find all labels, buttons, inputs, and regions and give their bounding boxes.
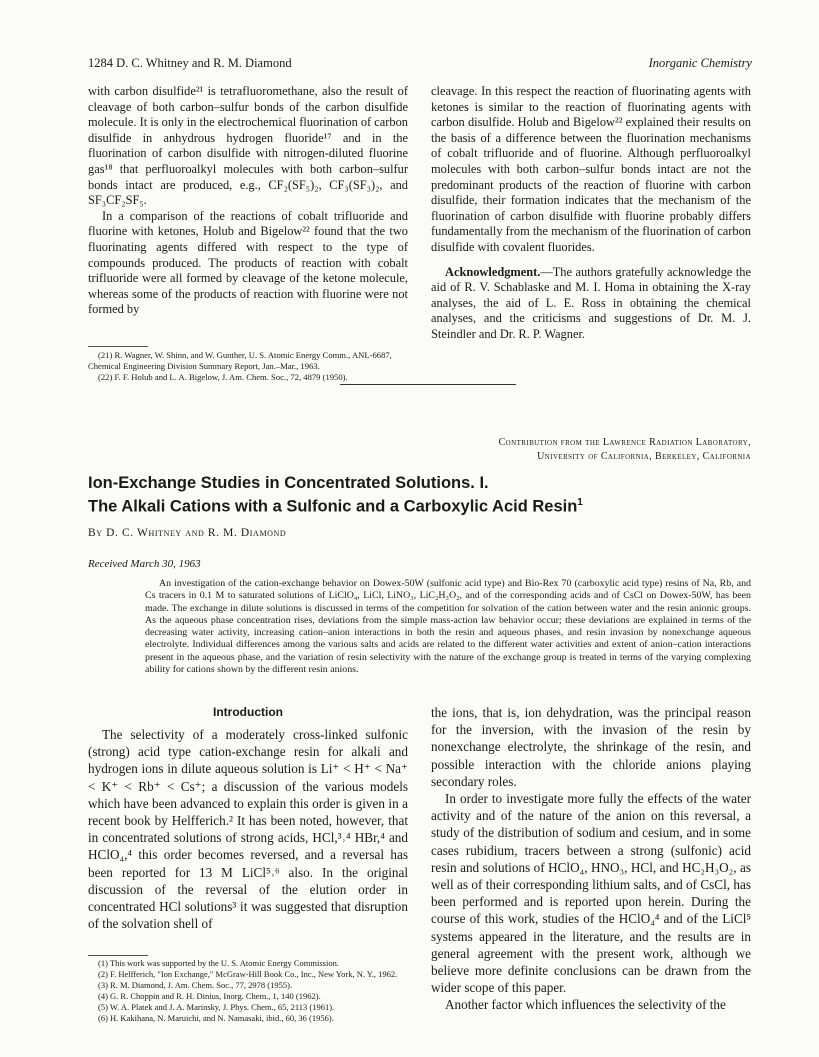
- footnote: (2) F. Helfferich, "Ion Exchange," McGraw-Hill Book Co., Inc., New York, N. Y., 1962.: [98, 969, 398, 979]
- footnote-divider: [88, 955, 148, 956]
- title-line-2: The Alkali Cations with a Sulfonic and a Carboxylic Acid Resin: [88, 497, 578, 516]
- bottom-right-column: [431, 704, 751, 1014]
- paragraph: the ions, that is, ion dehydration, was the principal reason for the inversion, with the invasion of the resin by nonexchange electrolyte, the shrinkage of the resin, and possible interaction with the chloride anions playing secondary roles.: [431, 705, 751, 789]
- acknowledgment-text: —The authors gratefully acknowledge the aid of R. V. Schablaske and M. I. Homa in obtaining the X-ray analyses, the aid of L. E. Ross in obtaining the chemical analyses, and the criticisms and suggestions of Dr. M. J. Steindler and Dr. R. P. Wagner.: [431, 264, 751, 341]
- section-heading: Introduction: [213, 705, 283, 719]
- bottom-left-column: [88, 726, 408, 932]
- article-title: [88, 473, 748, 517]
- running-head: [88, 56, 752, 72]
- footnote-divider: [88, 346, 148, 347]
- paragraph: Another factor which influences the selectivity of the: [445, 997, 726, 1013]
- top-right-column: [431, 84, 751, 343]
- contribution-line: [499, 436, 751, 464]
- footnote: (6) H. Kakihana, N. Maruichi, and N. Namasaki, ibid., 60, 36 (1956).: [98, 1013, 334, 1023]
- paragraph: In a comparison of the reactions of cobalt trifluoride and fluorine with ketones, Holub and Bigelow²² found that the two fluorinating agents differed with respect to the type of compounds produced. The products of reaction with cobalt trifluoride were all formed by cleavage of the ketone molecule, whereas some of the products of reaction with fluorine were not formed by: [88, 208, 408, 317]
- byline: By D. C. Whitney and R. M. Diamond: [88, 527, 287, 539]
- journal-name: Inorganic Chemistry: [648, 56, 752, 70]
- running-head-left: 1284 D. C. Whitney and R. M. Diamond: [88, 56, 292, 70]
- abstract: An investigation of the cation-exchange behavior on Dowex-50W (sulfonic acid type) and Bio-Rex 70 (carboxylic acid type) resins of Na, Rb, and Cs tracers in 0.1 M to saturated solutions of LiClO₄, LiCl, LiNO₃, LiC₂H₃O₂, and of the corresponding acids and of CsCl on Dowex-50W, has been made. The exchange in dilute solutions is discussed in terms of the competition for solvation of the cation between water and the resin anionic groups. As the aqueous phase concentration rises, deviations from the simple mass-action law behavior occur; these deviations are explained in terms of the decreasing water activity, increasing cation–anion interactions in both the resin and aqueous phases, and resin invasion by nonexchange aqueous electrolyte. Individual differences among the various salts and acids are related to the different water activities and extent of anion–cation interactions present in the aqueous phase, and the variation of resin selectivity with the nature of the exchange group is treated in terms of the varying complexing ability for cations shown by the different resin anions.: [145, 578, 751, 676]
- acknowledgment-label: Acknowledgment.: [445, 264, 541, 279]
- footnote: (4) G. R. Choppin and R. H. Dinius, Inorg. Chem., 1, 140 (1962).: [98, 991, 321, 1001]
- section-divider: [340, 384, 516, 385]
- paragraph: cleavage. In this respect the reaction of fluorinating agents with ketones is similar to the reaction of fluorinating agents with carbon disulfide. Holub and Bigelow²² explained their results on the basis of a difference between the fluorination mechanisms of cobalt trifluoride and of fluorine. Although perfluoroalkyl molecules with both carbon–sulfur bonds intact are not the predominant products of the reaction of fluorine with carbon disulfide, their formation indicates that the mechanism of the fluorination of carbon disulfide with fluorine probably differs fundamentally from the mechanism of the fluorination of carbon disulfide with covalent fluorides.: [431, 84, 751, 254]
- received-date: Received March 30, 1963: [88, 558, 201, 570]
- title-line-1: Ion-Exchange Studies in Concentrated Solutions. I.: [88, 474, 489, 492]
- footnote: (3) R. M. Diamond, J. Am. Chem. Soc., 77, 2978 (1955).: [98, 980, 293, 990]
- title-footnote-mark: 1: [577, 497, 583, 508]
- footnote: (1) This work was supported by the U. S. Atomic Energy Commission.: [98, 958, 339, 968]
- contribution-line-1: Contribution from the Lawrence Radiation Laboratory,: [498, 437, 751, 448]
- bottom-left-footnotes: [88, 958, 410, 1024]
- footnote: (21) R. Wagner, W. Shinn, and W. Gunther, U. S. Atomic Energy Comm., ANL-6687, Chemical Engineering Division Summary Report, Jan.–Mar., 1963.: [88, 350, 392, 371]
- footnote: (5) W. A. Platek and J. A. Marinsky, J. Phys. Chem., 65, 2113 (1961).: [98, 1002, 335, 1012]
- contribution-line-2: University of California, Berkeley, California: [537, 451, 751, 462]
- top-left-footnotes: [88, 350, 410, 383]
- top-left-column: [88, 84, 408, 318]
- paragraph: The selectivity of a moderately cross-linked sulfonic (strong) acid type cation-exchange resin for alkali and hydrogen ions in dilute aqueous solution is Li⁺ < H⁺ < Na⁺ < K⁺ < Rb⁺ < Cs⁺; a discussion of the various models which have been advanced to explain this order is given in a recent book by Helfferich.² It has been noted, however, that in concentrated solutions of strong acids, HCl,³˒⁴ HBr,⁴ and HClO₄,⁴ this order becomes reversed, and a reversal has been reported for 13 M LiCl⁵˒⁶ also. In the original discussion of the reversal of the elution order in concentrated HCl solutions³ it was suggested that disruption of the solvation shell of: [88, 727, 408, 932]
- paragraph: In order to investigate more fully the effects of the water activity and of the nature of the anion on this reversal, a study of the distribution of sodium and cesium, and in some cases rubidium, tracers between a strong (sulfonic) acid resin and solutions of HClO₄, HNO₃, HCl, and HC₂H₃O₂, as well as of their corresponding lithium salts, and of CsCl, has been performed and is reported upon herein. During the course of this work, studies of the HClO₄⁴ and of the LiCl⁵ systems appeared in the literature, and the results are in general agreement with the present work, although we believe more definite conclusions can be drawn from the wider scope of this paper.: [431, 791, 751, 996]
- footnote: (22) F. F. Holub and L. A. Bigelow, J. Am. Chem. Soc., 72, 4879 (1950).: [98, 372, 348, 382]
- acknowledgment: [431, 265, 751, 343]
- paragraph: with carbon disulfide²¹ is tetrafluoromethane, also the result of cleavage of both carbon–sulfur bonds of the carbon disulfide molecule. It is only in the electrochemical fluorination of carbon disulfide in anhydrous hydrogen fluoride¹⁷ and in the fluorination of carbon disulfide with nitrogen-diluted fluorine gas¹⁸ that perfluoroalkyl molecules with both carbon–sulfur bonds intact are produced, e.g., CF₂(SF₅)₂, CF₃(SF₃)₂, and SF₃CF₂SF₅.: [88, 84, 408, 208]
